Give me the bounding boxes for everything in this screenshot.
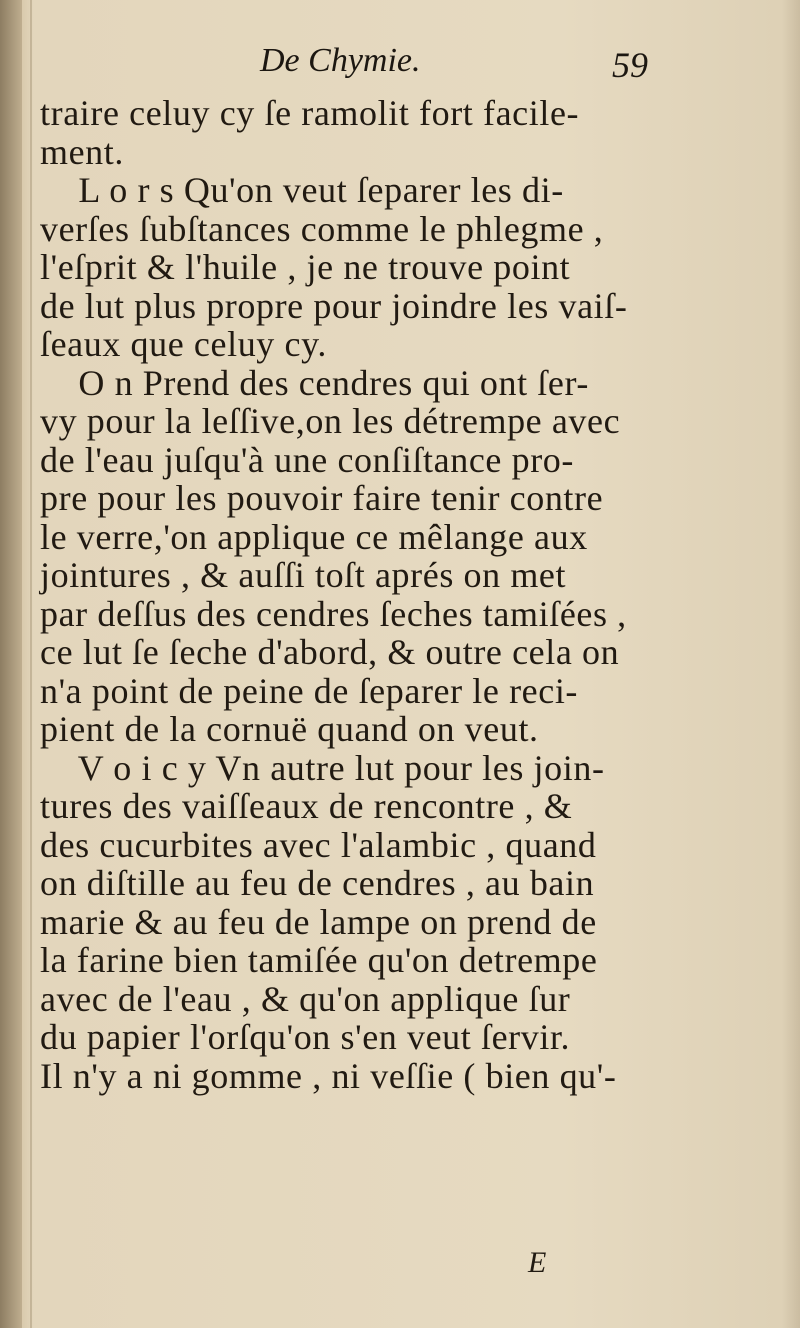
text-line: vy pour la leſſive,on les détrempe avec <box>40 401 621 441</box>
text-line: pient de la cornuë quand on veut. <box>40 709 539 749</box>
running-head <box>0 42 800 98</box>
text-line: ment. <box>40 131 124 172</box>
text-line: de l'eau juſqu'à une conſiſtance pro- <box>40 439 574 480</box>
text-line: le verre,'on applique ce mêlange aux <box>40 516 588 557</box>
text-line: traire celuy cy ſe ramolit fort facile- <box>40 93 580 133</box>
text-line: avec de l'eau , & qu'on applique ſur <box>40 978 571 1019</box>
text-line: V o i c y Vn autre lut pour les join- <box>40 747 605 788</box>
running-title: De Chymie. <box>260 42 421 79</box>
text-line: jointures , & auſſi toſt aprés on met <box>40 555 567 595</box>
text-line: marie & au feu de lampe on prend de <box>40 901 597 942</box>
text-line: par deſſus des cendres ſeches tamiſées , <box>40 593 627 634</box>
text-line: l'eſprit & l'huile , je ne trouve point <box>40 247 571 287</box>
text-line: ſeaux que celuy cy. <box>40 324 327 364</box>
text-line: tures des vaiſſeaux de rencontre , & <box>40 786 573 826</box>
text-line: du papier l'orſqu'on s'en veut ſervir. <box>40 1017 571 1057</box>
text-line: n'a point de peine de ſeparer le reci- <box>40 670 579 711</box>
text-line: Il n'y a ni gomme , ni veſſie ( bien qu'- <box>40 1055 617 1096</box>
text-line: de lut plus propre pour joindre les vaiſ- <box>40 285 628 326</box>
text-line: des cucurbites avec l'alambic , quand <box>40 824 597 865</box>
text-line: ce lut ſe ſeche d'abord, & outre cela on <box>40 632 620 672</box>
body-text <box>40 94 762 1095</box>
text-line: pre pour les pouvoir faire tenir contre <box>40 478 604 518</box>
gutter-shadow-line <box>30 0 32 1328</box>
signature-mark: E <box>528 1246 547 1279</box>
text-line: verſes ſubſtances comme le phlegme , <box>40 208 604 249</box>
page-edge <box>782 0 800 1328</box>
text-line: on diſtille au feu de cendres , au bain <box>40 863 595 903</box>
text-line: la farine bien tamiſée qu'on detrempe <box>40 940 598 980</box>
text-line: L o r s Qu'on veut ſeparer les di- <box>40 170 564 210</box>
page-number: 59 <box>612 45 648 85</box>
text-line: O n Prend des cendres qui ont ſer- <box>40 362 589 403</box>
page-gutter <box>0 0 22 1328</box>
